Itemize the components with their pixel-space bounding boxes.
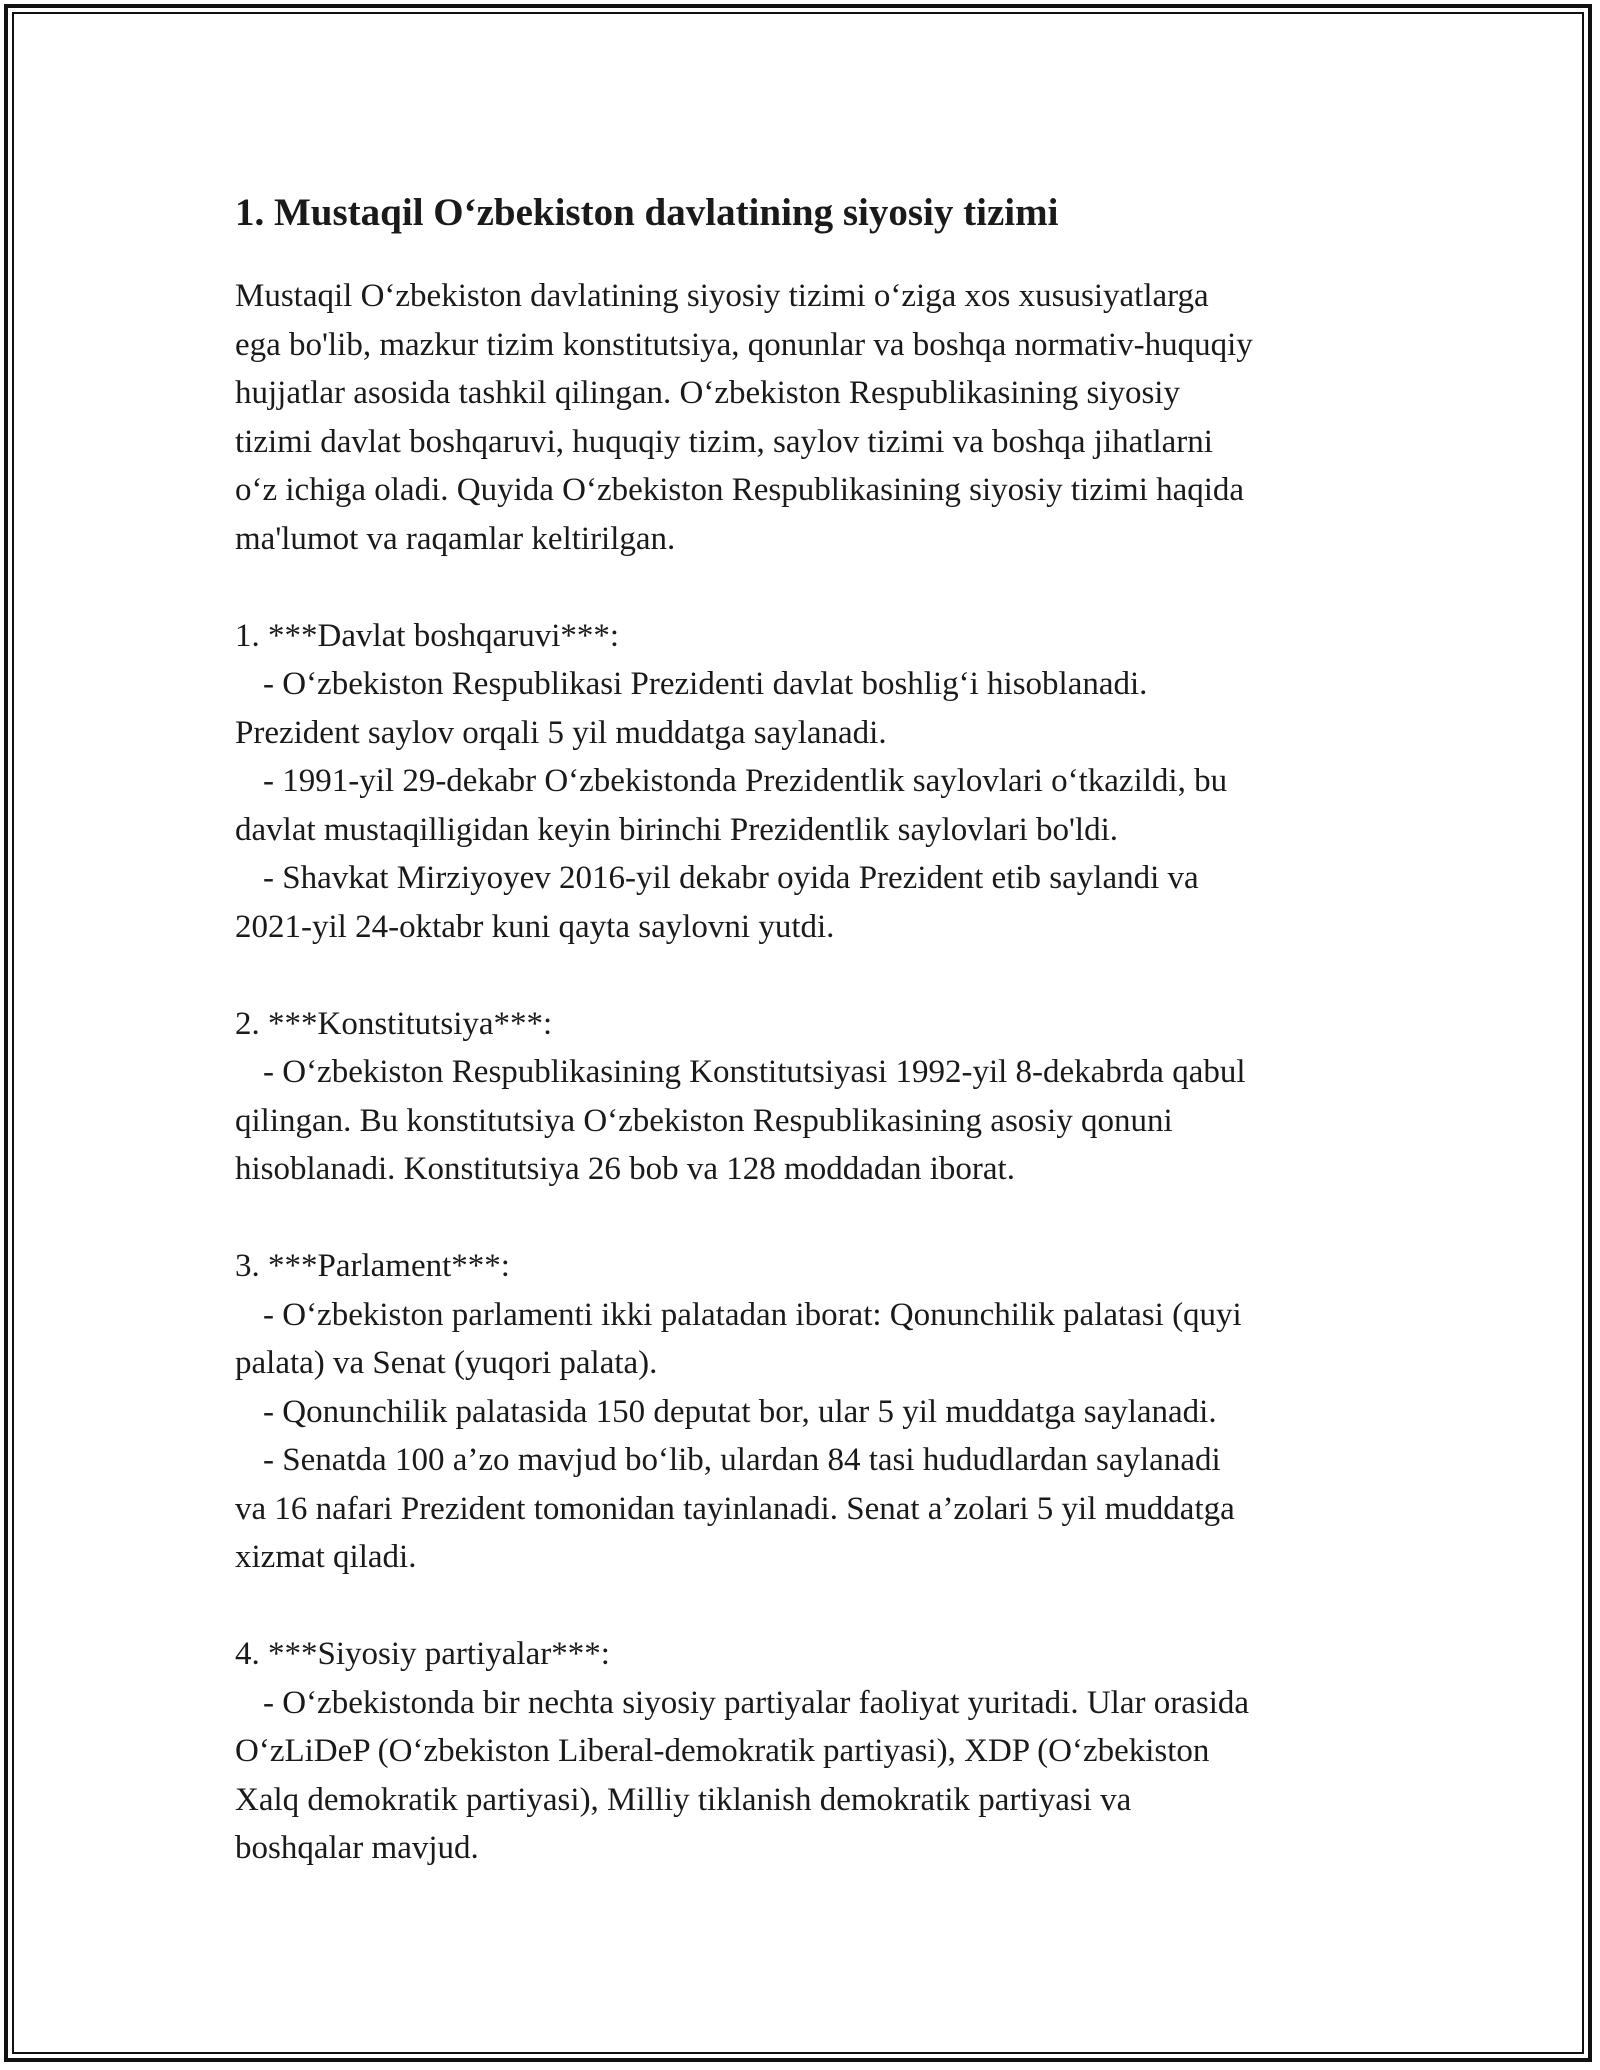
section-heading: 3. ***Parlament***: (235, 1248, 510, 1284)
document-title: 1. Mustaqil O‘zbekiston davlatining siyosiy tizimi (235, 191, 1059, 234)
section-davlat-boshqaruvi (235, 612, 1385, 952)
list-item: - 1991-yil 29-dekabr O‘zbekistonda Prezidentlik saylovlari o‘tkazildi, bu davlat mustaqilligidan keyin birinchi Prezidentlik saylovlari bo'ldi. (235, 763, 1228, 848)
document-body (235, 184, 1385, 1873)
list-item: - O‘zbekiston parlamenti ikki palatadan iborat: Qonunchilik palatasi (quyi palata) va Senat (yuqori palata). (235, 1296, 1242, 1381)
intro-paragraph: Mustaqil O‘zbekiston davlatining siyosiy tizimi o‘ziga xos xususiyatlarga ega bo'lib, mazkur tizim konstitutsiya, qonunlar va boshqa normativ-huquqiy hujjatlar asosida tashkil qilingan. O‘zbekiston Respublikasining siyosiy tizimi davlat boshqaruvi, huquqiy tizim, saylov tizimi va boshqa jihatlarni o‘z ichiga oladi. Quyida O‘zbekiston Respublikasining siyosiy tizimi haqida ma'lumot va raqamlar keltirilgan. (235, 278, 1253, 557)
section-parlament (235, 1242, 1385, 1582)
list-item: - O‘zbekiston Respublikasining Konstitutsiyasi 1992-yil 8-dekabrda qabul qilingan. Bu konstitutsiya O‘zbekiston Respublikasining asosiy qonuni hisoblanadi. Konstitutsiya 26 bob va 128 moddadan iborat. (235, 1054, 1246, 1187)
list-item: - Shavkat Mirziyoyev 2016-yil dekabr oyida Prezident etib saylandi va 2021-yil 24-oktabr kuni qayta saylovni yutdi. (235, 860, 1199, 945)
section-siyosiy-partiyalar (235, 1630, 1385, 1873)
list-item: - O‘zbekiston Respublikasi Prezidenti davlat boshlig‘i hisoblanadi. Prezident saylov orqali 5 yil muddatga saylanadi. (235, 666, 1148, 751)
section-heading: 4. ***Siyosiy partiyalar***: (235, 1636, 610, 1672)
section-heading: 1. ***Davlat boshqaruvi***: (235, 617, 620, 654)
list-item: - Senatda 100 a’zo mavjud bo‘lib, ulardan 84 tasi hududlardan saylanadi va 16 nafari Prezident tomonidan tayinlanadi. Senat a’zolari 5 yil muddatga xizmat qiladi. (235, 1442, 1235, 1575)
section-heading: 2. ***Konstitutsiya***: (235, 1005, 553, 1042)
list-item: - O‘zbekistonda bir nechta siyosiy partiyalar faoliyat yuritadi. Ular orasida O‘zLiDeP (O‘zbekiston Liberal-demokratik partiyasi), XDP (O‘zbekiston Xalq demokratik partiyasi), Milliy tiklanish demokratik partiyasi va boshqalar mavjud. (235, 1684, 1250, 1866)
list-item: - Qonunchilik palatasida 150 deputat bor, ular 5 yil muddatga saylanadi. (263, 1393, 1217, 1430)
section-konstitutsiya (235, 1000, 1385, 1194)
